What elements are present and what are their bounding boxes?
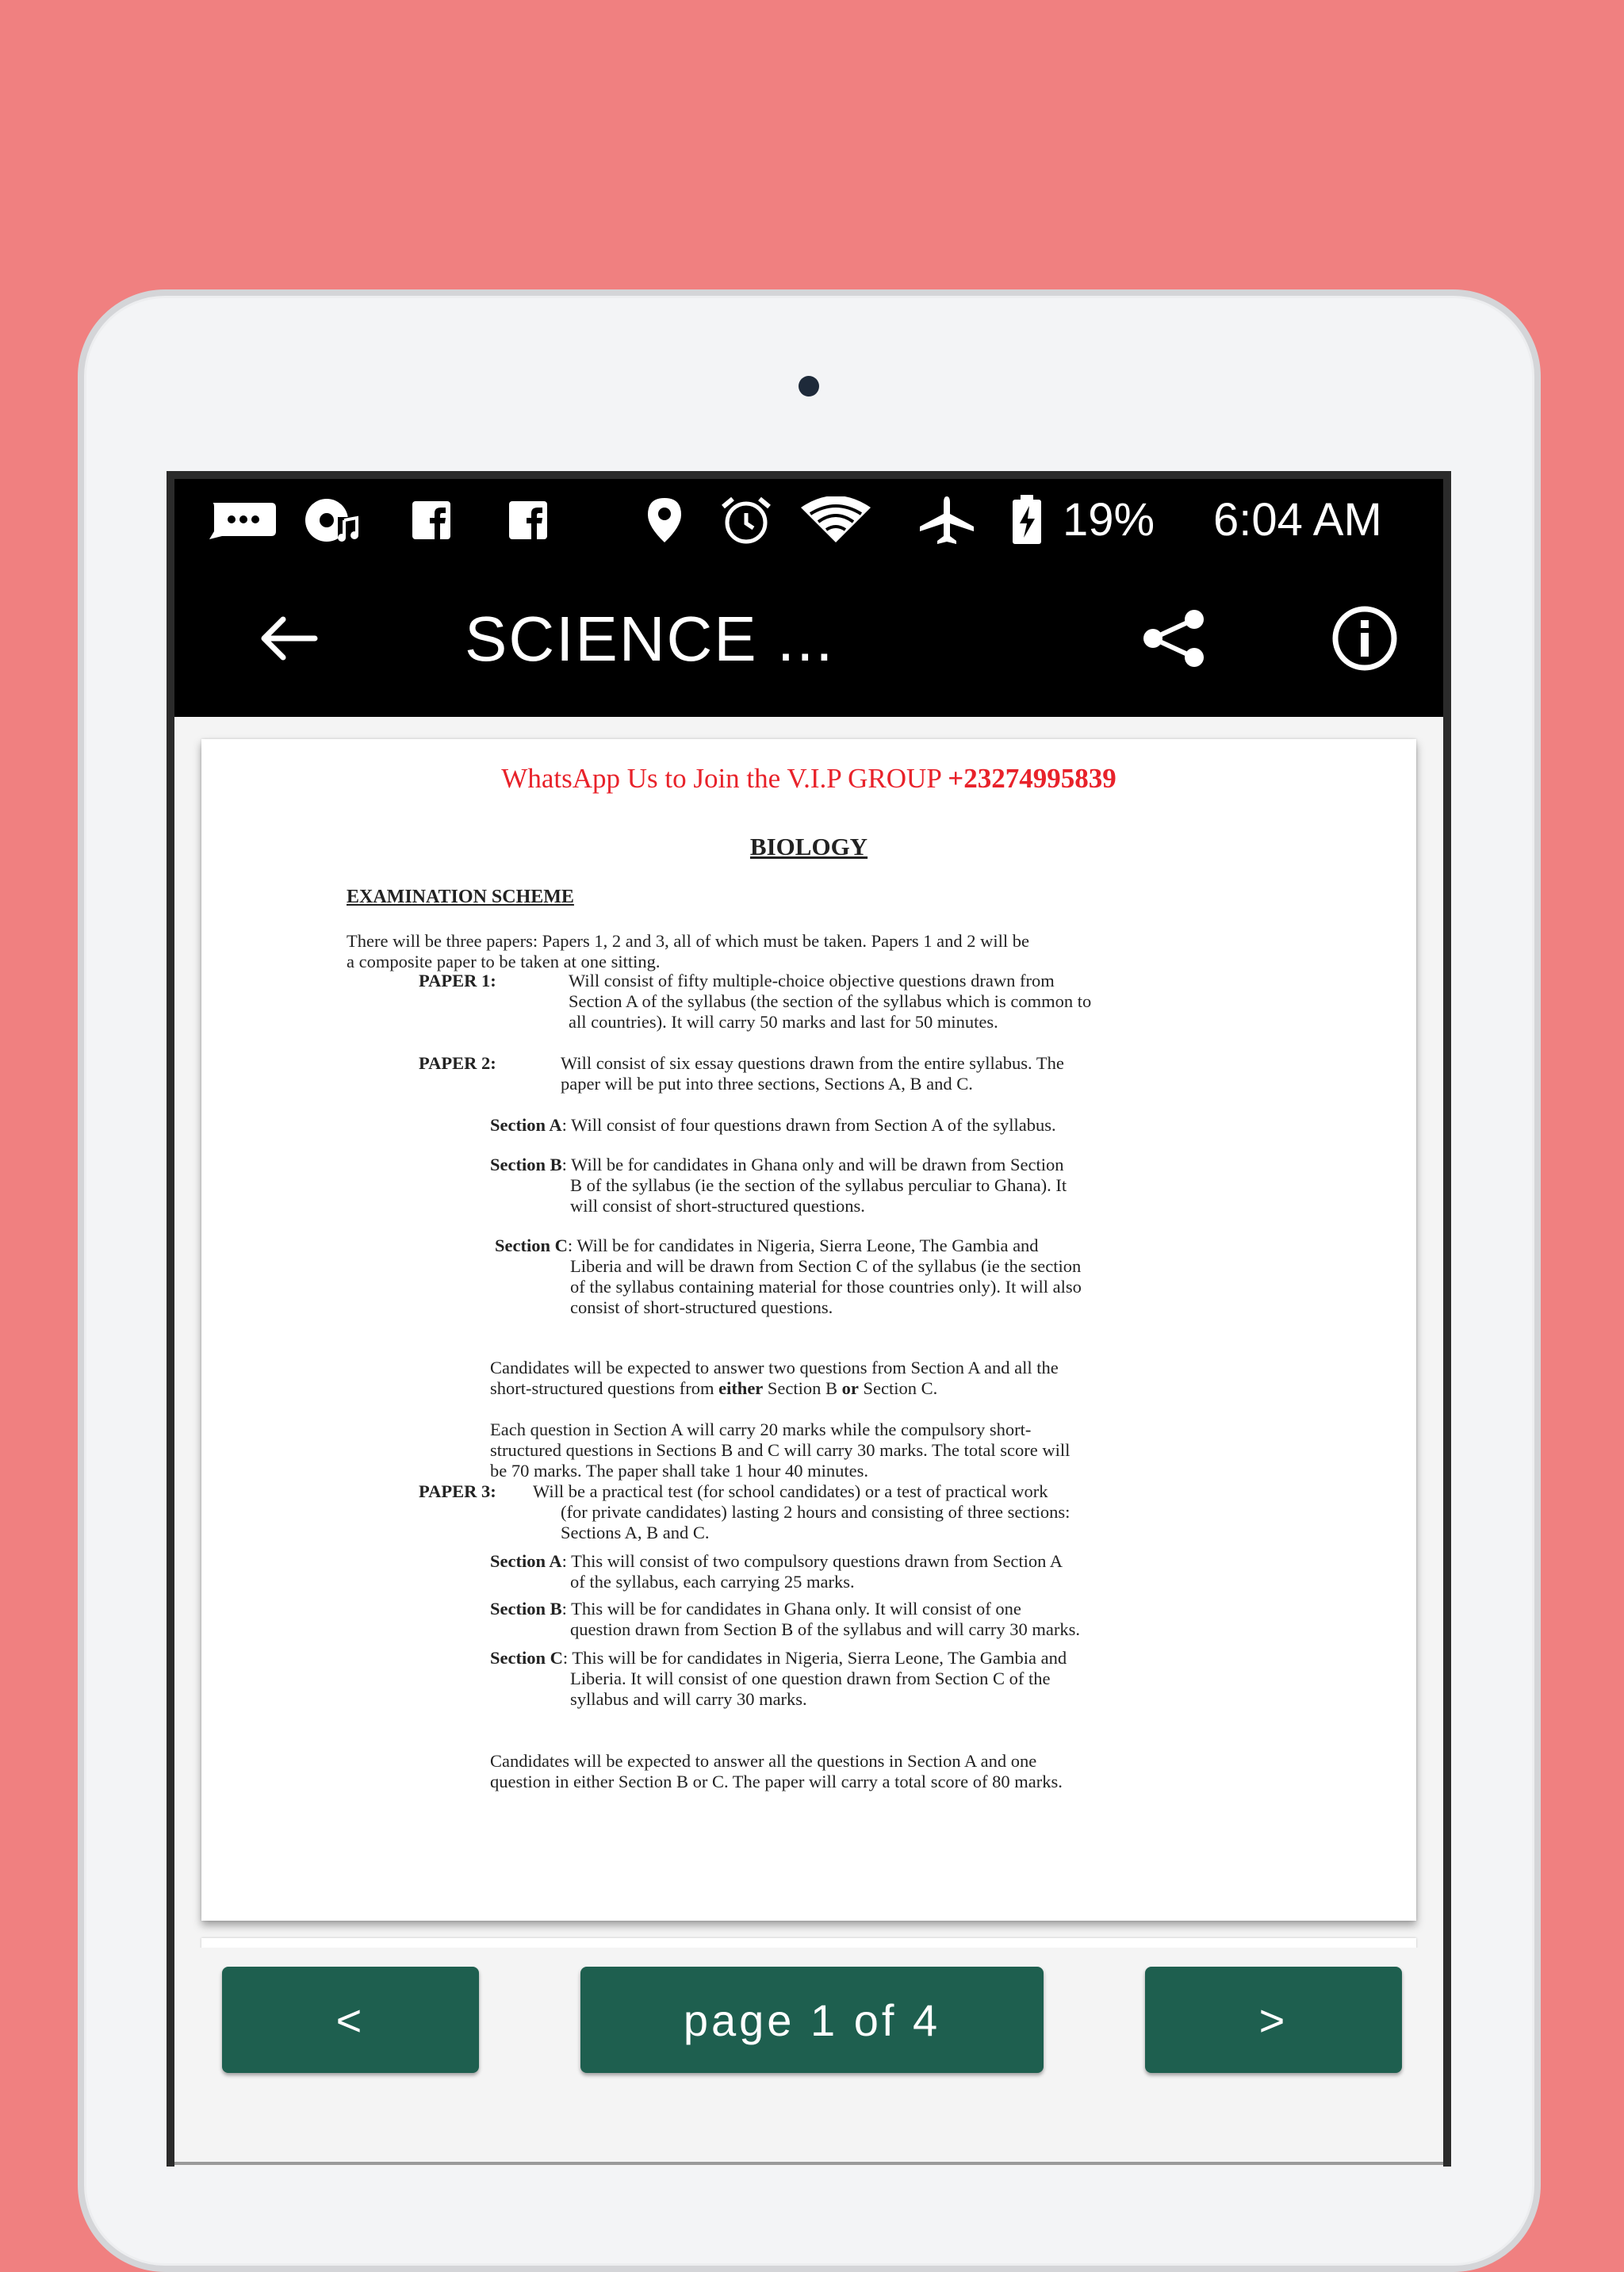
p3-section-b bbox=[490, 1599, 1080, 1640]
next-page-button[interactable]: > bbox=[1145, 1967, 1402, 2073]
info-button[interactable] bbox=[1321, 595, 1408, 682]
page-indicator-button[interactable]: page 1 of 4 bbox=[580, 1967, 1044, 2073]
pdf-page bbox=[201, 739, 1416, 1921]
scheme-heading: EXAMINATION SCHEME bbox=[347, 887, 574, 907]
previous-page-button[interactable]: < bbox=[222, 1967, 479, 2073]
p3-section-b-line-2: question drawn from Section B of the syllabus and will carry 30 marks. bbox=[570, 1619, 1080, 1639]
p2-section-c bbox=[495, 1236, 1082, 1318]
paper2-line-2: paper will be put into three sections, Sections A, B and C. bbox=[561, 1074, 973, 1094]
status-bar bbox=[174, 479, 1443, 561]
paper2-text bbox=[561, 1053, 1064, 1094]
promo-text bbox=[201, 763, 1416, 795]
p3-section-a-line-1: : This will consist of two compulsory questions drawn from Section A bbox=[561, 1551, 1063, 1571]
app-title: SCIENCE ... bbox=[465, 603, 835, 674]
paper1-line-3: all countries). It will carry 50 marks and last for 50 minutes. bbox=[569, 1012, 998, 1032]
p2-section-c-line-1: : Will be for candidates in Nigeria, Sierra Leone, The Gambia and bbox=[567, 1236, 1039, 1255]
intro-paragraph bbox=[347, 931, 1029, 972]
expectation-line-2e: Section C. bbox=[858, 1378, 938, 1398]
document-title: BIOLOGY bbox=[749, 833, 868, 860]
pdf-viewer[interactable] bbox=[174, 717, 1443, 2167]
p3-section-a-line-2: of the syllabus, each carrying 25 marks. bbox=[570, 1572, 855, 1592]
arrow-left-icon bbox=[258, 615, 318, 662]
location-icon bbox=[642, 496, 687, 544]
facebook-icon bbox=[409, 496, 454, 544]
p2-section-a-label: Section A bbox=[490, 1115, 562, 1135]
promo-prefix: WhatsApp Us to Join the V.I.P GROUP bbox=[501, 763, 948, 794]
share-button[interactable] bbox=[1131, 595, 1218, 682]
paper1-line-2: Section A of the syllabus (the section of the syllabus which is common to bbox=[569, 991, 1092, 1011]
p2-section-c-line-3: of the syllabus containing material for those countries only). It will also bbox=[570, 1277, 1082, 1297]
paper3-label: PAPER 3: bbox=[419, 1481, 496, 1501]
expectation-line-2a: short-structured questions from bbox=[490, 1378, 719, 1398]
paper3-line-3: Sections A, B and C. bbox=[561, 1523, 710, 1542]
intro-line-2: a composite paper to be taken at one sitting. bbox=[347, 952, 661, 971]
paper1-text bbox=[569, 971, 1091, 1033]
expectation-line-2b: either bbox=[718, 1378, 764, 1398]
expectation-paragraph bbox=[490, 1358, 1059, 1399]
wifi-icon bbox=[798, 496, 874, 544]
status-time: 6:04 AM bbox=[1213, 494, 1382, 546]
paper3-line-1: Will be a practical test (for school candidates) or a test of practical work bbox=[533, 1481, 1048, 1501]
back-button[interactable] bbox=[244, 595, 331, 682]
p2-section-a bbox=[490, 1115, 1056, 1136]
p3-section-c bbox=[490, 1648, 1067, 1710]
p2-section-c-label: Section C bbox=[495, 1236, 568, 1255]
page-navigation bbox=[174, 1948, 1443, 2138]
final-line-2: question in either Section B or C. The paper will carry a total score of 80 marks. bbox=[490, 1772, 1063, 1791]
expectation-line-2c: Section B bbox=[763, 1378, 842, 1398]
p3-section-c-line-3: syllabus and will carry 30 marks. bbox=[570, 1689, 807, 1709]
p3-section-c-line-2: Liberia. It will consist of one question drawn from Section C of the bbox=[570, 1669, 1051, 1688]
facebook-icon bbox=[506, 496, 550, 544]
divider bbox=[174, 2162, 1443, 2165]
share-icon bbox=[1140, 609, 1208, 668]
p3-section-a bbox=[490, 1551, 1063, 1592]
paper3-text bbox=[533, 1481, 1070, 1543]
device-screen bbox=[167, 471, 1451, 2167]
p2-section-b bbox=[490, 1155, 1067, 1216]
p2-section-a-text: : Will consist of four questions drawn from Section A of the syllabus. bbox=[561, 1115, 1056, 1135]
paper1-label: PAPER 1: bbox=[419, 971, 496, 990]
marks-paragraph bbox=[490, 1420, 1070, 1481]
info-icon bbox=[1331, 604, 1399, 672]
alarm-icon bbox=[718, 496, 774, 544]
p2-section-b-line-1: : Will be for candidates in Ghana only and will be drawn from Section bbox=[561, 1155, 1064, 1174]
expectation-line-2d: or bbox=[841, 1378, 859, 1398]
marks-line-1: Each question in Section A will carry 20 marks while the compulsory short- bbox=[490, 1420, 1032, 1439]
paper2-line-1: Will consist of six essay questions drawn from the entire syllabus. The bbox=[561, 1053, 1064, 1073]
p3-section-b-label: Section B bbox=[490, 1599, 562, 1619]
paper1-line-1: Will consist of fifty multiple-choice objective questions drawn from bbox=[569, 971, 1055, 990]
p2-section-c-line-2: Liberia and will be drawn from Section C of the syllabus (ie the section bbox=[570, 1256, 1082, 1276]
app-bar bbox=[174, 561, 1443, 717]
paper2-label: PAPER 2: bbox=[419, 1053, 496, 1073]
p3-section-c-label: Section C bbox=[490, 1648, 563, 1668]
paper3-line-2: (for private candidates) lasting 2 hours and consisting of three sections: bbox=[561, 1502, 1071, 1522]
promo-number: +23274995839 bbox=[948, 763, 1116, 794]
expectation-line-1: Candidates will be expected to answer two questions from Section A and all the bbox=[490, 1358, 1059, 1377]
final-line-1: Candidates will be expected to answer all the questions in Section A and one bbox=[490, 1751, 1037, 1771]
music-icon bbox=[301, 496, 365, 544]
p3-section-b-line-1: : This will be for candidates in Ghana only. It will consist of one bbox=[561, 1599, 1021, 1619]
marks-line-2: structured questions in Sections B and C will carry 30 marks. The total score will bbox=[490, 1440, 1071, 1460]
p3-section-c-line-1: : This will be for candidates in Nigeria, Sierra Leone, The Gambia and bbox=[562, 1648, 1067, 1668]
battery-charging-icon bbox=[1007, 496, 1047, 544]
messages-icon bbox=[206, 496, 278, 544]
camera-icon bbox=[799, 376, 819, 397]
p2-section-b-line-2: B of the syllabus (ie the section of the syllabus perculiar to Ghana). It bbox=[570, 1175, 1067, 1195]
final-paragraph bbox=[490, 1751, 1063, 1792]
marks-line-3: be 70 marks. The paper shall take 1 hour 40 minutes. bbox=[490, 1461, 868, 1481]
p3-section-a-label: Section A bbox=[490, 1551, 562, 1571]
battery-percent: 19% bbox=[1063, 494, 1155, 546]
p2-section-b-label: Section B bbox=[490, 1155, 562, 1174]
p2-section-b-line-3: will consist of short-structured questions. bbox=[570, 1196, 865, 1216]
p2-section-c-line-4: consist of short-structured questions. bbox=[570, 1297, 833, 1317]
airplane-icon bbox=[915, 496, 979, 544]
intro-line-1: There will be three papers: Papers 1, 2 and 3, all of which must be taken. Papers 1 and 2 will be bbox=[347, 931, 1030, 951]
